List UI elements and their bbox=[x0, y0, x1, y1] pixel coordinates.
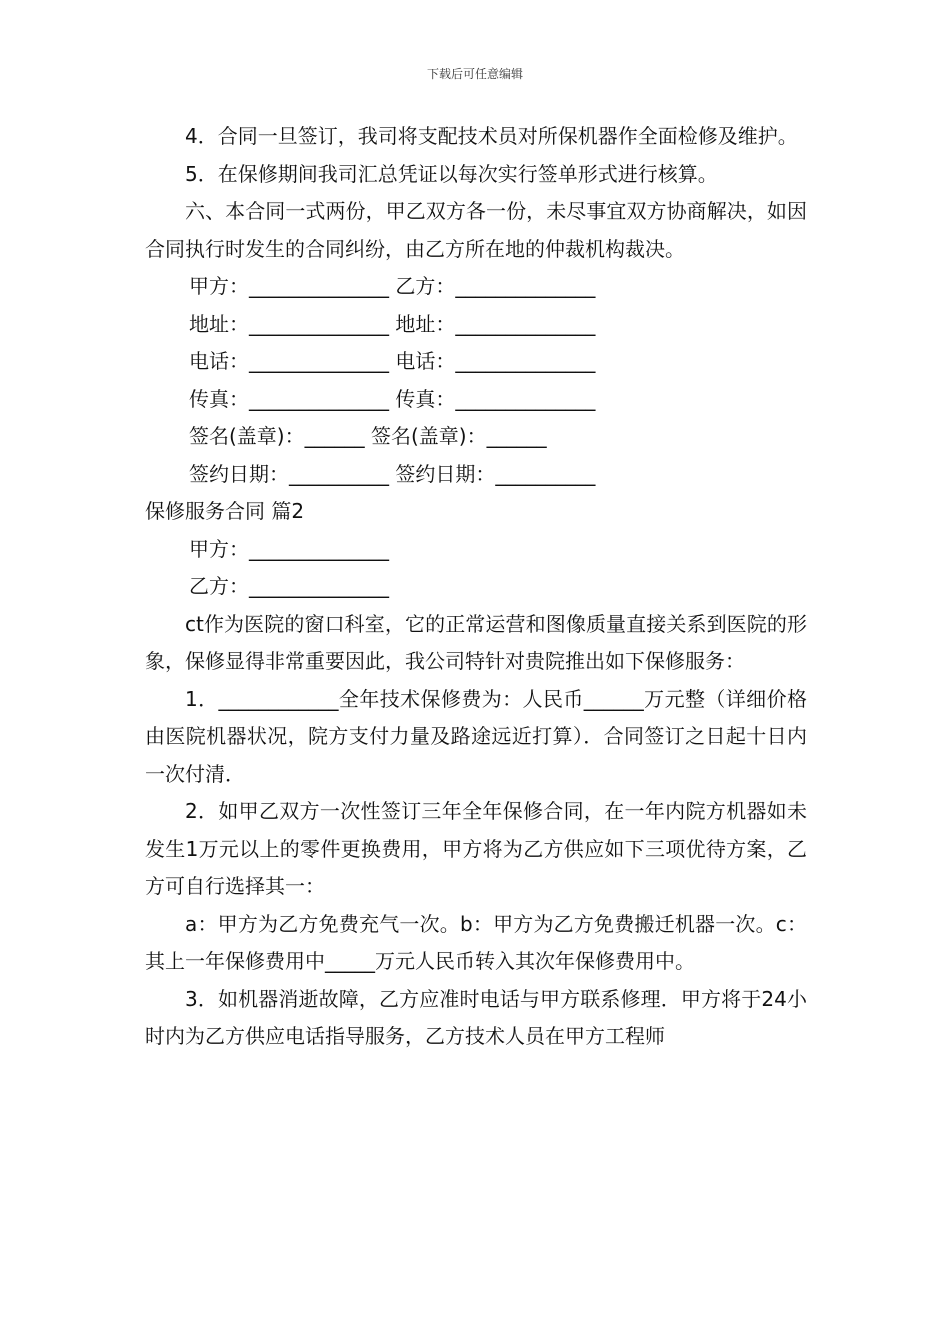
signature-line-address: 地址：______________ 地址：______________ bbox=[189, 311, 596, 336]
signature-line-phone: 电话：______________ 电话：______________ bbox=[189, 349, 596, 373]
intro-paragraph: ct作为医院的窗口科室，它的正常运营和图像质量直接关系到医院的形象，保修显得非常重要因此，我公司特针对贵院推出如下保修服务： bbox=[145, 611, 807, 673]
page-header: 下载后可任意编辑 bbox=[426, 67, 523, 81]
party-a-line: 甲方：______________ bbox=[189, 536, 389, 561]
section-title: 保修服务合同 篇2 bbox=[145, 499, 305, 523]
signature-line-parties: 甲方：______________ 乙方：______________ bbox=[189, 274, 596, 298]
clause-4: 4．合同一旦签订，我司将支配技术员对所保机器作全面检修及维护。 bbox=[185, 124, 798, 148]
party-b-line: 乙方：______________ bbox=[189, 574, 389, 598]
signature-line-seal: 签名(盖章)：______ 签名(盖章)：______ bbox=[189, 424, 547, 448]
clause-3: 3．如机器消逝故障，乙方应准时电话与甲方联系修理．甲方将于24小时内为乙方供应电话指导服务，乙方技术人员在甲方工程师 bbox=[145, 986, 807, 1048]
clause-abc: a：甲方为乙方免费充气一次。b：甲方为乙方免费搬迁机器一次。c：其上一年保修费用中_____万元人民币转入其次年保修费用中。 bbox=[145, 911, 807, 973]
signature-line-fax: 传真：______________ 传真：______________ bbox=[189, 386, 596, 411]
clause-1: 1．____________全年技术保修费为：人民币______万元整（详细价格由医院机器状况，院方支付力量及路途远近打算）．合同签订之日起十日内一次付清． bbox=[145, 686, 807, 786]
clause-5: 5．在保修期间我司汇总凭证以每次实行签单形式进行核算。 bbox=[185, 161, 718, 186]
clause-6: 六、本合同一式两份，甲乙双方各一份，未尽事宜双方协商解决，如因合同执行时发生的合同纠纷，由乙方所在地的仲裁机构裁决。 bbox=[145, 199, 807, 261]
document-body bbox=[145, 118, 807, 1056]
signature-line-date: 签约日期：__________ 签约日期：__________ bbox=[189, 461, 596, 486]
clause-2: 2．如甲乙双方一次性签订三年全年保修合同，在一年内院方机器如未发生1万元以上的零件更换费用，甲方将为乙方供应如下三项优待方案，乙方可自行选择其一： bbox=[145, 799, 807, 898]
